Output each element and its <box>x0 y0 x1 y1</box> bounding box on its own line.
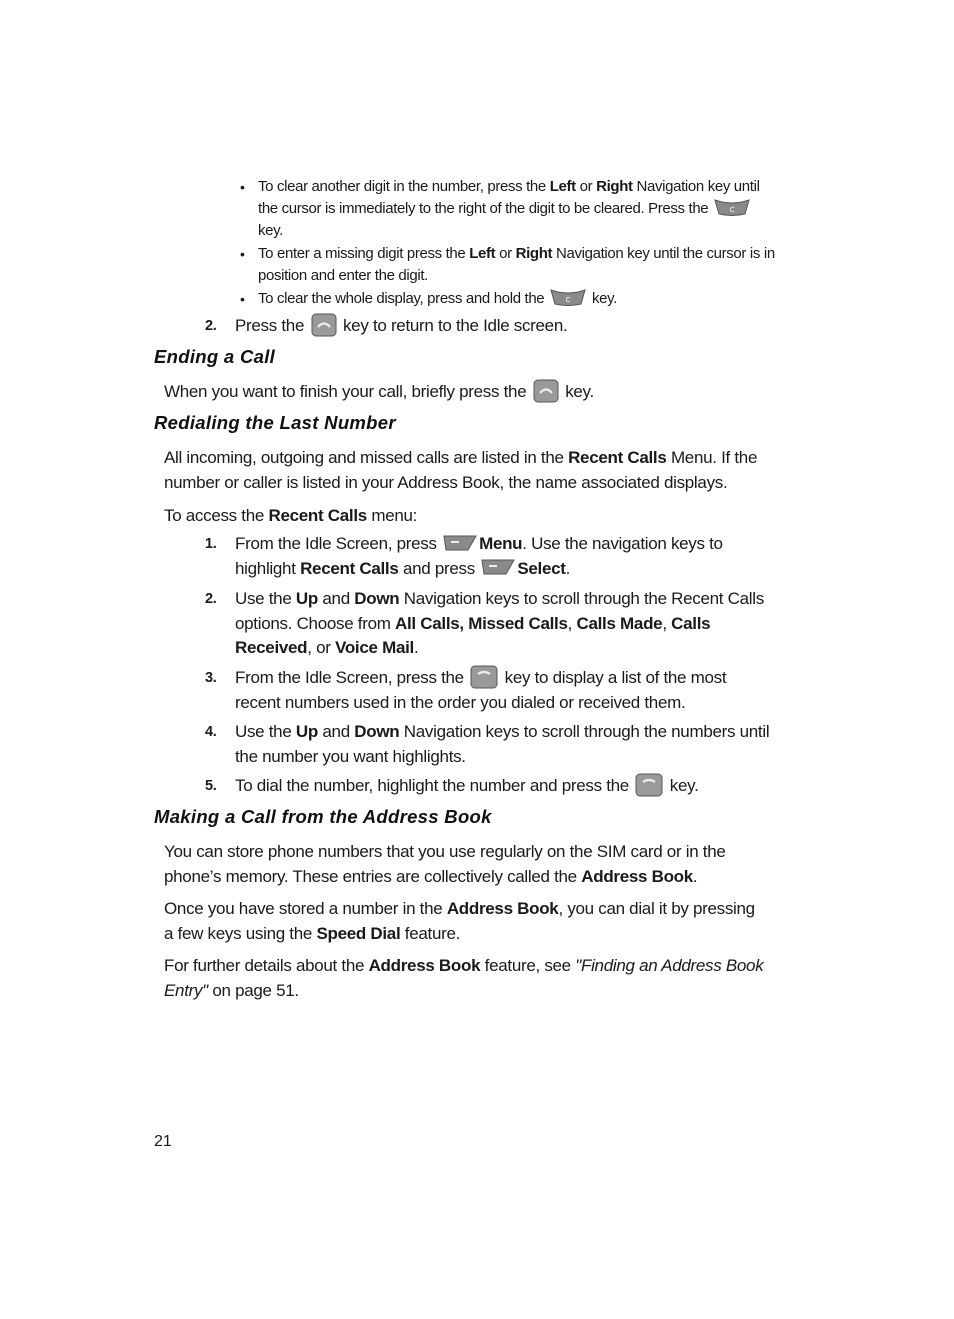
bullet-item: • To clear the whole display, press and hold the C key. <box>240 290 617 307</box>
soft-key-icon <box>443 535 477 551</box>
paragraph: When you want to finish your call, briefly press the key. <box>164 380 764 405</box>
svg-text:C: C <box>729 206 735 215</box>
paragraph: You can store phone numbers that you use regularly on the SIM card or in the phone’s memory. These entries are collectively called the Address Book. <box>164 842 726 886</box>
section-heading: Ending a Call <box>154 346 276 367</box>
paragraph: To access the Recent Calls menu: <box>164 506 418 525</box>
section-heading: Making a Call from the Address Book <box>154 806 492 827</box>
bullet-list <box>238 176 778 311</box>
send-key-icon <box>635 773 663 797</box>
step-item: 1. From the Idle Screen, press Menu. Use the navigation keys to highlight Recent Calls and press Select. <box>205 534 723 578</box>
end-key-icon <box>311 313 337 337</box>
step-item: 5. To dial the number, highlight the number and press the key. <box>205 774 775 799</box>
paragraph: All incoming, outgoing and missed calls are listed in the Recent Calls Menu. If the number or caller is listed in your Address Book, the name associated displays. <box>164 448 758 492</box>
paragraph: For further details about the Address Book feature, see "Finding an Address Book Entry" on page 51. <box>164 956 764 1000</box>
page-number: 21 <box>154 1133 172 1150</box>
bullet-item: • To clear another digit in the number, press the Left or Right Navigation key until the cursor is immediately to the right of the digit to be cleared. Press the C key. <box>240 178 760 239</box>
send-key-icon <box>470 665 498 689</box>
bullet-item: • To enter a missing digit press the Left or Right Navigation key until the cursor is in position and enter the digit. <box>240 245 775 284</box>
end-key-icon <box>533 379 559 403</box>
step-item: 2. Press the key to return to the Idle screen. <box>205 314 775 339</box>
paragraph: Once you have stored a number in the Address Book, you can dial it by pressing a few keys using the Speed Dial feature. <box>164 899 755 943</box>
svg-text:C: C <box>565 296 571 305</box>
clear-key-icon <box>714 198 750 216</box>
step-item: 2. Use the Up and Down Navigation keys to scroll through the Recent Calls options. Choose from All Calls, Missed Calls, Calls Made, Calls Received, or Voice Mail. <box>205 589 764 657</box>
cross-reference-link[interactable]: "Finding an Address Book Entry" <box>164 956 764 1000</box>
clear-key-icon <box>550 288 586 306</box>
step-item: 4. Use the Up and Down Navigation keys to scroll through the numbers until the number you want highlights. <box>205 722 770 766</box>
section-heading: Redialing the Last Number <box>154 412 396 433</box>
soft-key-icon <box>481 559 515 575</box>
step-item: 3. From the Idle Screen, press the key to display a list of the most recent numbers used in the order you dialed or received them. <box>205 666 775 715</box>
